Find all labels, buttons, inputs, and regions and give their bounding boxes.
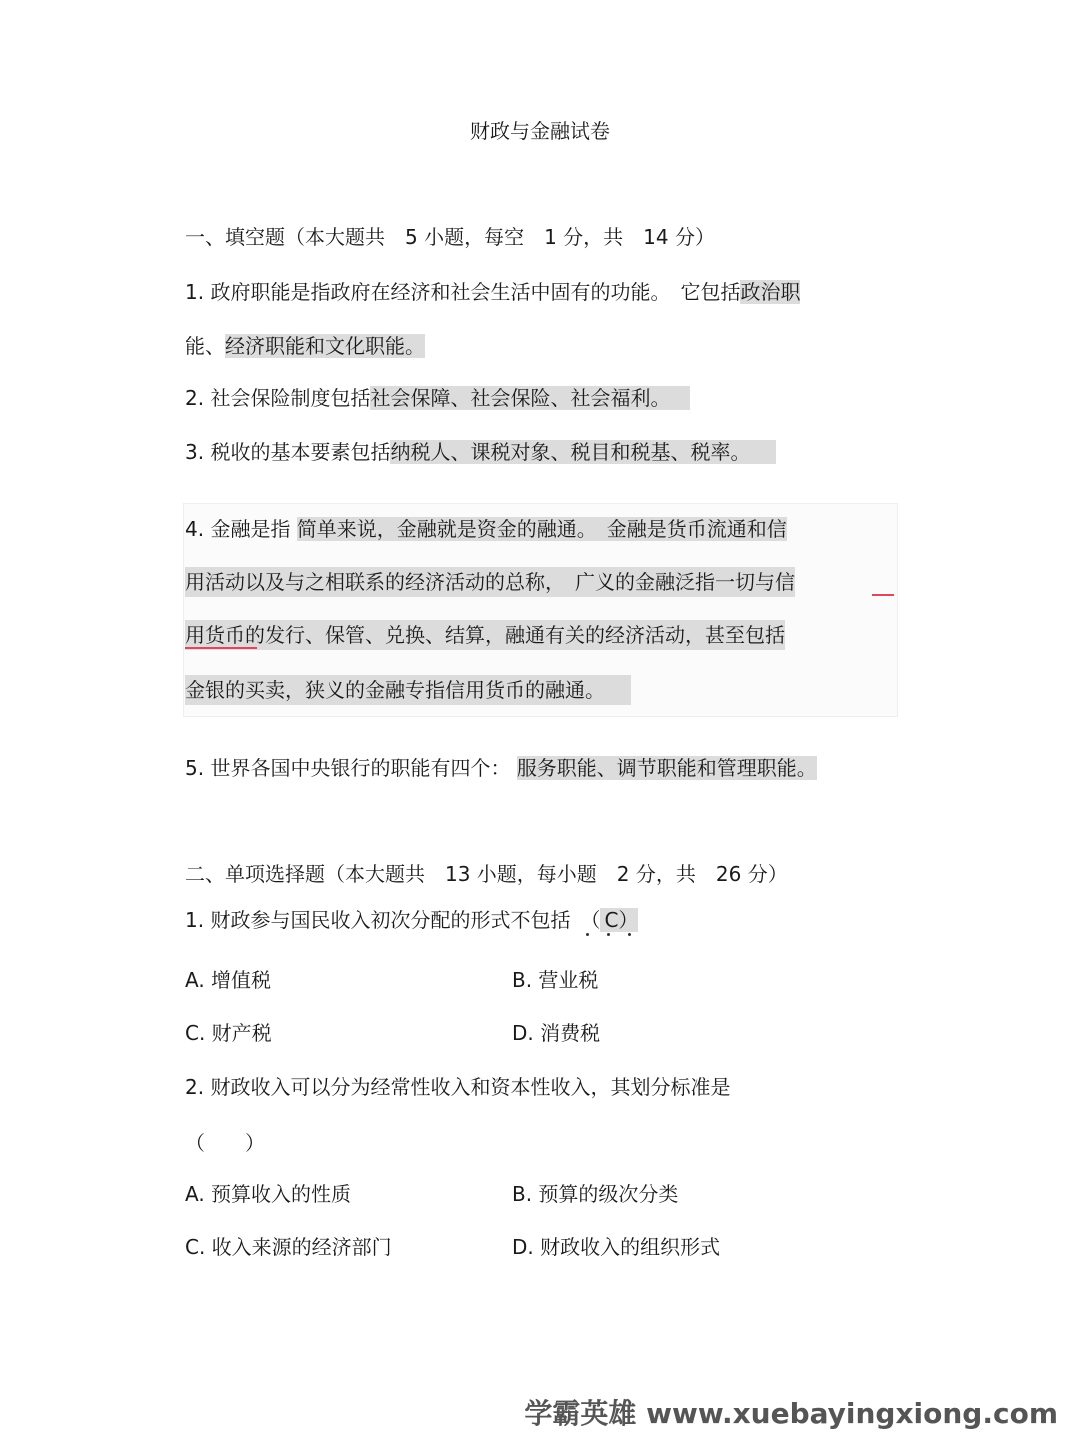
fill-q1-text-cont: 能、 (185, 334, 225, 358)
fill-q2-answer: 社会保障、社会保险、社会福利。 (370, 386, 690, 410)
watermark: 学霸英雄 www.xuebayingxiong.com (524, 1397, 1058, 1430)
fill-q1-text: 1. 政府职能是指政府在经济和社会生活中固有的功能。 它包括 (185, 280, 741, 304)
choice-q1-option-a: A. 增值税 (185, 968, 272, 992)
choice-q2-text: 2. 财政收入可以分为经常性收入和资本性收入，其划分标准是 (185, 1075, 731, 1099)
fill-q4-answer4: 金银的买卖，狭义的金融专指信用货币的融通。 (185, 675, 631, 705)
choice-q2-option-d: D. 财政收入的组织形式 (512, 1235, 721, 1259)
fill-q1-line1 (185, 277, 800, 307)
spellcheck-underline (185, 647, 257, 649)
choice-q1-answer: C） (600, 908, 638, 932)
section1-heading: 一、填空题（本大题共 5 小题，每空 1 分，共 14 分） (185, 225, 715, 249)
fill-q3-answer: 纳税人、课税对象、税目和税基、税率。 (390, 440, 776, 464)
fill-q5-answer: 服务职能、调节职能和管理职能。 (516, 756, 817, 780)
fill-q4-line1 (185, 514, 787, 544)
fill-q2-text: 2. 社会保险制度包括 (185, 386, 371, 410)
fill-q1-blank1: 政治职 (740, 280, 801, 304)
fill-q1-blank3: 文化职能。 (325, 334, 425, 358)
section2-heading: 二、单项选择题（本大题共 13 小题，每小题 2 分，共 26 分） (185, 862, 788, 886)
emphasis-dot (586, 933, 589, 936)
fill-q3 (185, 437, 776, 467)
fill-q5-text: 5. 世界各国中央银行的职能有四个： (185, 756, 511, 780)
choice-q2-paren: （ ） (185, 1131, 265, 1155)
choice-q1 (185, 905, 638, 935)
fill-q1-blank2: 经济职能和 (225, 334, 325, 358)
page-title: 财政与金融试卷 (470, 119, 610, 143)
emphasis-dot (628, 933, 631, 936)
fill-q3-text: 3. 税收的基本要素包括 (185, 440, 391, 464)
fill-q4-answer1: 简单来说，金融就是资金的融通。 金融是货币流通和信 (296, 517, 787, 541)
choice-q2-option-c: C. 收入来源的经济部门 (185, 1235, 392, 1259)
fill-q1-line2 (185, 331, 425, 361)
choice-q1-option-c: C. 财产税 (185, 1021, 272, 1045)
choice-q1-text: 1. 财政参与国民收入初次分配的形式不包括 （ (185, 908, 601, 932)
fill-q2 (185, 383, 690, 413)
choice-q1-option-b: B. 营业税 (512, 968, 599, 992)
fill-q4-answer3: 用货币的发行、保管、兑换、结算，融通有关的经济活动，甚至包括 (185, 620, 785, 650)
spellcheck-underline (872, 594, 894, 596)
choice-q2-option-b: B. 预算的级次分类 (512, 1182, 679, 1206)
choice-q2-option-a: A. 预算收入的性质 (185, 1182, 352, 1206)
fill-q4-text: 4. 金融是指 (185, 517, 291, 541)
fill-q4-answer2: 用活动以及与之相联系的经济活动的总称， 广义的金融泛指一切与信 (185, 567, 795, 597)
emphasis-dot (607, 933, 610, 936)
choice-q1-option-d: D. 消费税 (512, 1021, 601, 1045)
fill-q5 (185, 753, 817, 783)
